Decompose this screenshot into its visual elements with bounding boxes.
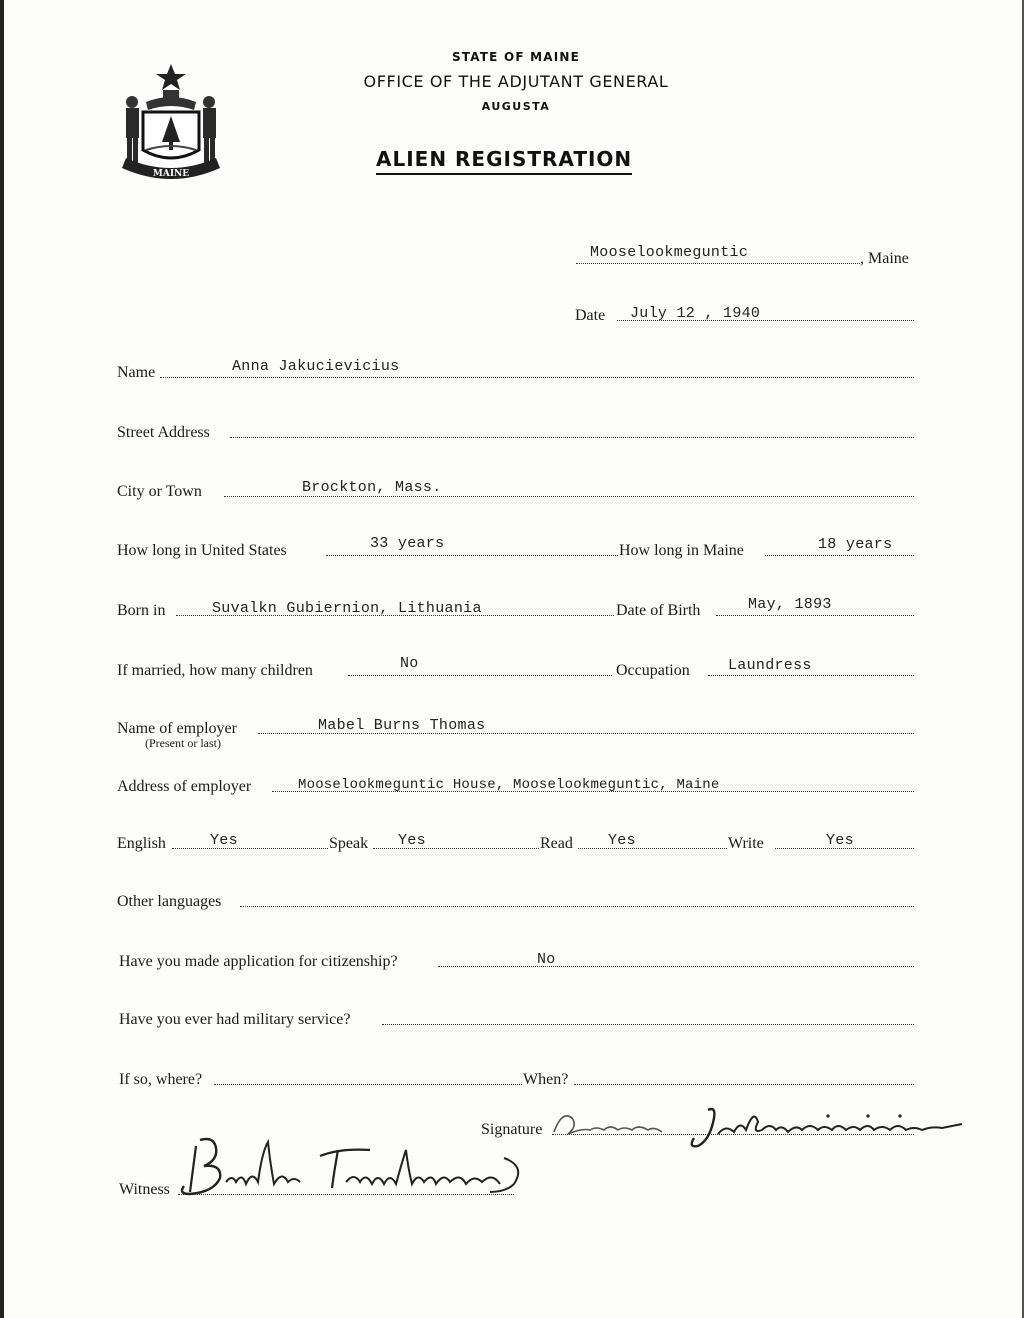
other-languages-line (240, 906, 914, 907)
date-value[interactable]: July 12 , 1940 (630, 305, 761, 322)
military-line (382, 1024, 914, 1025)
employer-sublabel: (Present or last) (145, 736, 221, 750)
speak-value[interactable]: Yes (398, 832, 426, 849)
header-state: STATE OF MAINE (451, 50, 581, 64)
occupation-line (708, 675, 914, 676)
occupation-value[interactable]: Laundress (728, 657, 812, 674)
street-line (230, 437, 914, 438)
born-in-label: Born in (117, 602, 166, 619)
read-label: Read (540, 835, 573, 852)
place-line (576, 263, 860, 264)
occupation-label: Occupation (616, 662, 690, 679)
children-value[interactable]: No (400, 655, 419, 672)
years-maine-value[interactable]: 18 years (818, 536, 893, 553)
employer-label: Name of employer (117, 720, 237, 737)
when-line (574, 1084, 914, 1085)
military-label: Have you ever had military service? (119, 1011, 351, 1028)
english-value[interactable]: Yes (210, 832, 238, 849)
signature-handwriting (548, 1100, 978, 1152)
citizenship-line (438, 966, 914, 967)
street-label: Street Address (117, 424, 210, 441)
citizenship-label: Have you made application for citizenship? (119, 953, 398, 970)
employer-address-label: Address of employer (117, 778, 252, 795)
born-in-value[interactable]: Suvalkn Gubiernion, Lithuania (212, 600, 482, 617)
witness-label: Witness (119, 1181, 170, 1198)
english-line (172, 848, 328, 849)
children-line (348, 675, 612, 676)
when-label: When? (523, 1071, 569, 1088)
signature-label: Signature (481, 1121, 543, 1138)
years-maine-line (765, 555, 914, 556)
employer-address-value[interactable]: Mooselookmeguntic House, Mooselookmeguntic, Maine (298, 777, 720, 793)
form-title: ALIEN REGISTRATION (376, 147, 632, 175)
where-line (214, 1084, 522, 1085)
years-maine-label: How long in Maine (619, 542, 744, 559)
years-us-label: How long in United States (117, 542, 287, 559)
city-line (224, 496, 914, 497)
place-town-value[interactable]: Mooselookmeguntic (590, 244, 749, 261)
header-city: AUGUSTA (481, 100, 551, 113)
english-label: English (117, 835, 166, 852)
svg-text:MAINE: MAINE (152, 169, 190, 179)
witness-handwriting (170, 1132, 530, 1204)
write-value[interactable]: Yes (826, 832, 854, 849)
where-label: If so, where? (119, 1071, 203, 1088)
dob-label: Date of Birth (616, 602, 701, 619)
place-suffix: , Maine (860, 250, 909, 267)
speak-label: Speak (329, 835, 369, 852)
years-us-value[interactable]: 33 years (370, 535, 445, 552)
write-label: Write (728, 835, 764, 852)
read-value[interactable]: Yes (608, 832, 636, 849)
city-label: City or Town (117, 483, 202, 500)
name-label: Name (117, 364, 156, 381)
date-label: Date (575, 307, 606, 324)
name-value[interactable]: Anna Jakucievicius (232, 358, 400, 375)
name-line (160, 377, 914, 378)
dob-value[interactable]: May, 1893 (748, 596, 832, 613)
children-label: If married, how many children (117, 662, 313, 679)
years-us-line (326, 555, 618, 556)
citizenship-value[interactable]: No (537, 951, 556, 968)
employer-value[interactable]: Mabel Burns Thomas (318, 717, 486, 734)
other-languages-label: Other languages (117, 893, 222, 910)
city-value[interactable]: Brockton, Mass. (302, 479, 442, 496)
header-office: OFFICE OF THE ADJUTANT GENERAL (363, 72, 669, 91)
dob-line (716, 615, 914, 616)
read-line (578, 848, 727, 849)
